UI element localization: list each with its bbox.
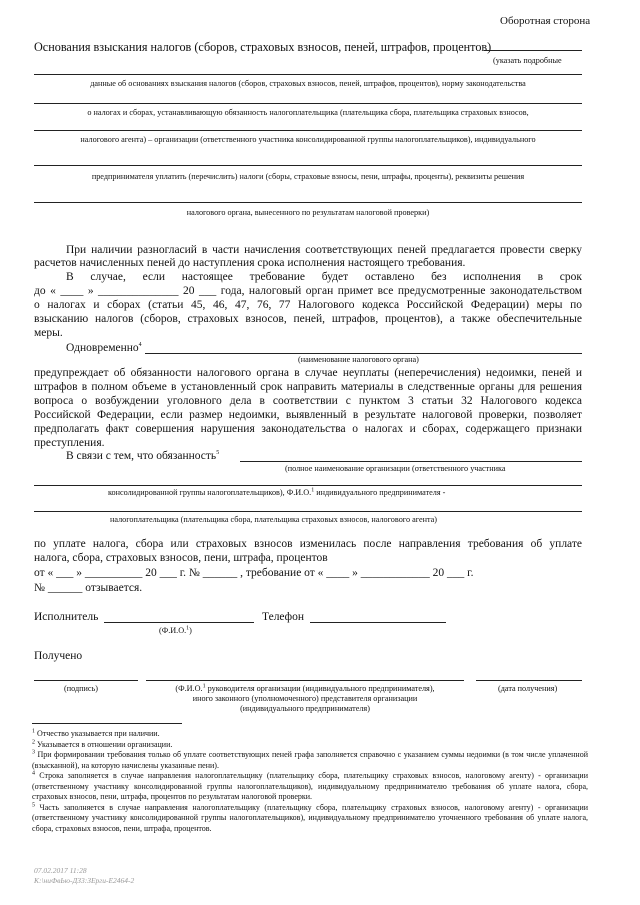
paragraph-deadline-l3: о налогах и сборах (статьи 45, 46, 47, 76, 77 Налогового кодекса Российской Федерации) меры по [34,299,582,311]
grounds-line-4[interactable] [34,165,582,166]
grounds-line-5[interactable] [34,202,582,203]
phone-label: Телефон [262,611,305,623]
print-stamp-line-2: К:\ниФвЬю-ДЗ3:ЗЕрги-Е2464-2 [34,876,135,885]
paragraph-revoke-l2: налога, сбора, страховых взносов, пени, штрафа, процентов [34,552,328,564]
print-stamp-line-1: 07.02.2017 11:28 [34,866,87,875]
duty-org-field[interactable] [240,461,582,462]
grounds-hint-2: о налогах и сборах, устанавливающую обязанность налогоплательщика (плательщика сбора, плательщика страховых взносов, [87,108,529,117]
paragraph-revoke-l3: от « ___ » __________ 20 ___ г. № ______ , требование от « ____ » ____________ 20 ___ г. [34,567,474,579]
paragraph-deadline-l1: В случае, если настоящее требование будет оставлено без исполнения в срок [66,271,582,283]
duty-line-2[interactable] [34,485,582,486]
paragraph-warning-l6: преступления. [34,437,105,449]
paragraph-revoke-l4: № ______ отзывается. [34,582,143,594]
footnote-5: $^5$ Часть заполняется в случае направления налогоплательщику (плательщику сбора, плательщику страховых взносов, налоговому агенту) - организации (ответственному участнику консолидированной группы налогоплательщиков), индивидуальному предпринимателю уточненного требования об уплате налога, сбора, страховых взносов, пени, штрафа, процентов. [32,801,588,833]
head-name-field[interactable] [146,680,464,681]
duty-intro: В связи с тем, что обязанность$^5$ [66,450,220,462]
footnote-separator [32,723,182,724]
grounds-hint-right: (указать подробные [493,56,562,65]
grounds-hint-4: предпринимателя уплатить (перечислить) налоги (сборы, страховые взносы, пени, штрафы, проценты), реквизиты решения [91,172,525,181]
duty-hint-3: налогоплательщика (плательщика сбора, плательщика страховых взносов, налогового агента) [110,515,438,524]
footnote-4: $^4$ Строка заполняется в случае направления налогоплательщику (плательщику сбора, плательщику страховых взносов, налоговому агенту) - организации (ответственному участнику консолидированной группы налогоплательщиков), индивидуальному предпринимателю требования об уплате налога, сбора, страховых взносов, пени, штрафа, процентов по результатам налоговой проверки. [32,770,588,801]
footnotes [32,729,588,834]
phone-field[interactable] [310,622,446,623]
head-hint-l2: иного законного (уполномоченного) представителя организации [192,694,418,703]
grounds-title: Основания взыскания налогов (сборов, страховых взносов, пеней, штрафов, процентов) [34,40,492,54]
duty-line-3[interactable] [34,511,582,512]
paragraph-deadline-l4: взысканию налогов (сборов, страховых взносов, пеней, штрафов, процентов), а также обеспечительные [34,313,582,325]
paragraph-warning-l5: предполагать факт совершения нарушения законодательства о налогах и сборах, содержащего признаки [34,423,582,435]
receipt-date-hint: (дата получения) [498,684,558,693]
signature-hint: (подпись) [64,684,98,693]
received-label: Получено [34,650,83,662]
duty-hint-1: (полное наименование организации (ответственного участника [285,464,506,473]
grounds-line-3[interactable] [34,130,582,131]
grounds-line-1[interactable] [34,74,582,75]
executor-label: Исполнитель [34,611,99,623]
footnote-1: $^1$ Отчество указывается при наличии. [32,728,160,738]
simultaneously-label: Одновременно$^4$ [66,342,142,354]
paragraph-warning-l4: Российской Федерации, если размер недоимки, выявленный в результате налоговой проверки, позволяет [34,409,582,421]
duty-hint-2: консолидированной группы налогоплательщиков), Ф.И.О.$^1$ индивидуального предпринимателя - [108,487,446,497]
grounds-field-line[interactable] [484,50,582,51]
grounds-hint-5: налогового органа, вынесенного по результатам налоговой проверки) [186,208,430,217]
paragraph-reconciliation-l2: расчетов начисленных пеней до наступления срока исполнения настоящего требования. [34,257,466,269]
tax-authority-hint: (наименование налогового органа) [298,355,419,364]
paragraph-deadline-l5: меры. [34,327,63,339]
paragraph-warning-l1: предупреждает об обязанности налогового органа в случае неуплаты (неперечисления) недоимки, пеней и [34,367,582,379]
head-hint-l3: (индивидуального предпринимателя) [240,704,370,713]
page-side-label: Оборотная сторона [500,15,591,27]
receipt-date-field[interactable] [476,680,582,681]
paragraph-warning-l2: штрафов в полном объеме в установленный срок направить материалы в следственные органы для решения [34,381,582,393]
grounds-hint-3: налогового агента) – организации (ответственного участника консолидированной группы налогоплательщиков), индивидуального [80,135,536,144]
paragraph-revoke-l1: по уплате налога, сбора или страховых взносов изменилась после направления требования об уплате [34,538,582,550]
signature-field[interactable] [34,680,138,681]
paragraph-warning-l3: вопроса о возбуждении уголовного дела в соответствии с пунктом 3 статьи 32 Налогового кодекса [34,395,582,407]
paragraph-reconciliation-l1: При наличии разногласий в части начисления соответствующих пеней предлагается провести сверку [66,244,582,256]
footnote-2: $^2$ Указывается в отношении организации. [32,738,173,749]
grounds-hint-1: данные об основаниях взыскания налогов (сборов, страховых взносов, пеней, штрафов, процентов), норму законодательства [90,79,526,88]
executor-field[interactable] [104,622,254,623]
paragraph-deadline-l2: до « ____ » ______________ 20 ___ года, налоговый орган примет все предусмотренные законодательством [34,285,582,297]
footnote-3: $^3$ При формировании требования только об уплате соответствующих пеней графа заполняется справочно с указанием суммы недоимки (в том числе уплаченной (взысканной), на которую начислены указанные пени). [32,749,588,770]
head-hint-l1: (Ф.И.О.$^1$ руководителя организации (индивидуального предпринимателя), [175,683,435,693]
grounds-line-2[interactable] [34,103,582,104]
executor-fio-hint: (Ф.И.О.$^1$) [159,625,192,635]
